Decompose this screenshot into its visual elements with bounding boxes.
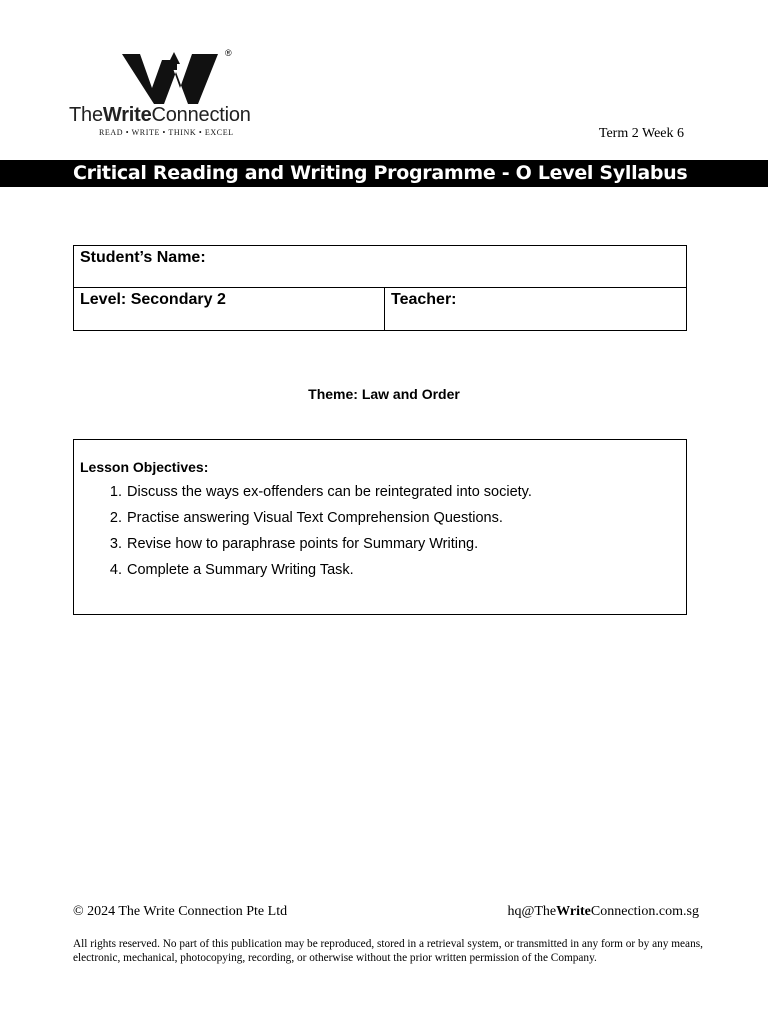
rights-statement: All rights reserved. No part of this publication may be reproduced, stored in a retrieval system, or transmitted in any form or by any means, electronic, mechanical, photocopying, recording, or otherwise without the prior written permission of the Company. — [73, 938, 703, 964]
teacher-label: Teacher: — [391, 291, 457, 308]
list-item-number: 2. — [109, 510, 122, 526]
theme-heading: Theme: Law and Order — [308, 386, 460, 402]
title-bar — [0, 160, 768, 187]
term-label: Term 2 Week 6 — [598, 126, 684, 141]
list-item-number: 3. — [109, 536, 122, 552]
list-item-text: Discuss the ways ex-offenders can be reintegrated into society. — [127, 484, 532, 500]
student-info-table — [73, 245, 687, 331]
email-part-write: Write — [556, 904, 591, 919]
level-cell — [74, 288, 385, 330]
contact-email[interactable] — [507, 904, 699, 920]
programme-title: Critical Reading and Writing Programme - O Level Syllabus — [73, 162, 688, 184]
email-part-suffix: Connection.com.sg — [590, 904, 699, 919]
logo-wordmark-connection: Connection — [151, 104, 251, 126]
write-connection-logo-icon — [118, 50, 238, 106]
logo-wordmark — [69, 104, 251, 127]
level-label: Level: Secondary 2 — [80, 291, 226, 308]
list-item-text: Revise how to paraphrase points for Summary Writing. — [127, 536, 479, 552]
logo-wordmark-write: Write — [102, 104, 152, 126]
registered-mark: ® — [225, 48, 232, 58]
lesson-objectives-heading: Lesson Objectives: — [80, 459, 209, 475]
copyright-notice: © 2024 The Write Connection Pte Ltd — [73, 904, 288, 919]
list-item-number: 1. — [109, 484, 122, 500]
list-item-number: 4. — [109, 562, 122, 578]
list-item-text: Complete a Summary Writing Task. — [127, 562, 354, 578]
student-name-cell[interactable] — [74, 246, 686, 288]
student-name-label: Student’s Name: — [80, 249, 206, 266]
list-item-text: Practise answering Visual Text Comprehension Questions. — [127, 510, 503, 526]
lesson-objectives-box — [73, 439, 687, 615]
teacher-cell[interactable] — [385, 288, 686, 330]
email-part-prefix: hq@The — [507, 904, 557, 919]
logo-tagline: READ • WRITE • THINK • EXCEL — [99, 128, 234, 137]
logo-wordmark-the: The — [69, 104, 103, 126]
